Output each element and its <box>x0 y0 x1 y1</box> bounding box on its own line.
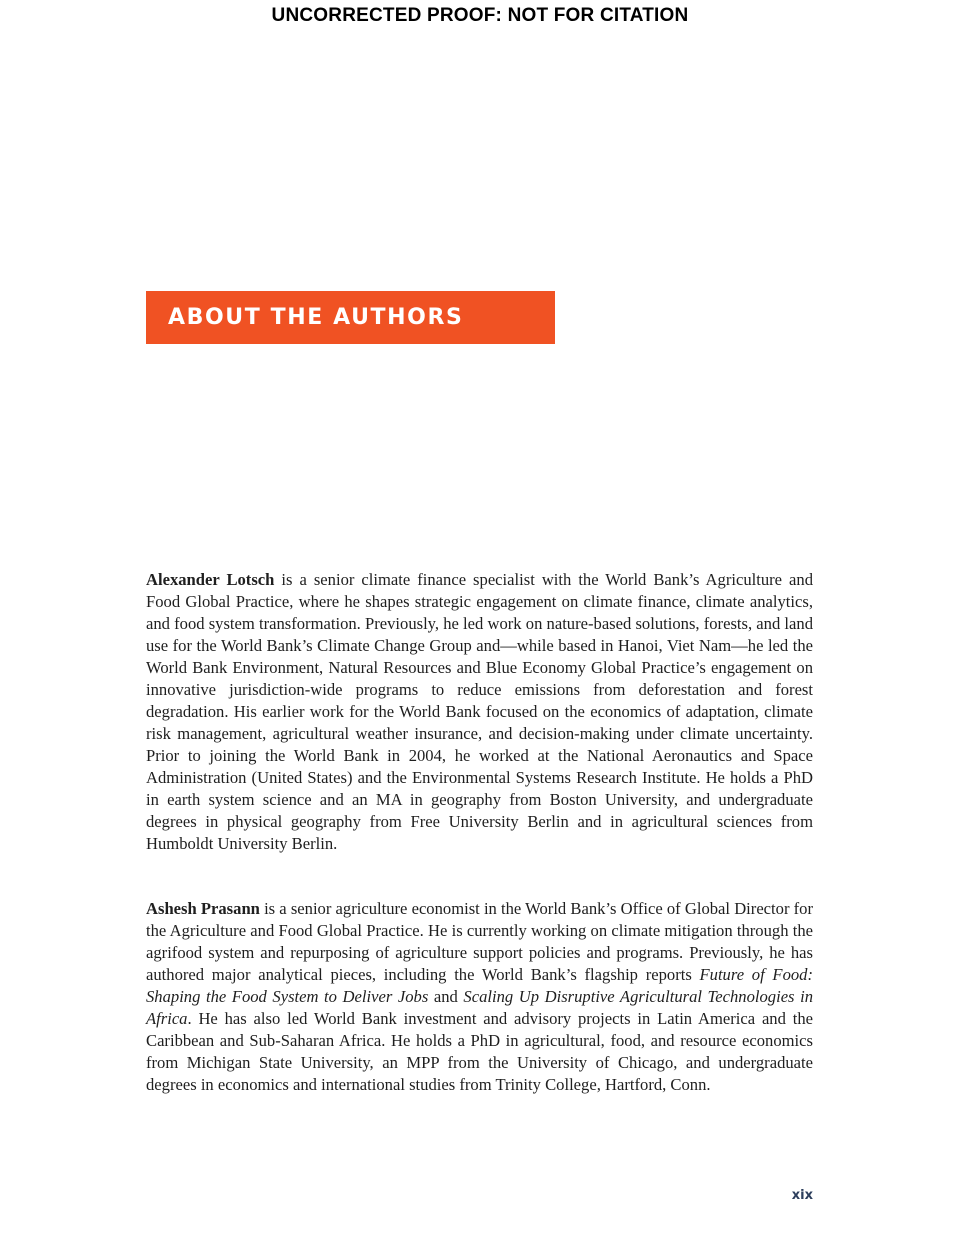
author-bio-text: and <box>428 987 464 1006</box>
author-name: Alexander Lotsch <box>146 570 275 589</box>
book-title: Future of Food: Shaping the Food System to Deliver Jobs <box>146 965 813 1006</box>
author-bio-text: is a senior agriculture economist in the World Bank’s Office of Global Director for the Agriculture and Food Global Practice. He is currently working on climate mitigation through the agrifood system and repurposing of agriculture support policies and programs. Previously, he has authored major analytical pieces, including the World Bank’s flagship reports <box>146 899 813 984</box>
book-title: Scaling Up Disruptive Agricultural Technologies in Africa <box>146 987 813 1028</box>
section-title: ABOUT THE AUTHORS <box>168 305 464 330</box>
section-heading-bar <box>146 291 555 344</box>
author-bio-text: is a senior climate finance specialist with the World Bank’s Agriculture and Food Global Practice, where he shapes strategic engagement on climate finance, climate analytics, and food system transformation. Previously, he led work on nature-based solutions, forests, and land use for the World Bank’s Climate Change Group and—while based in Hanoi, Viet Nam—he led the World Bank Environment, Natural Resources and Blue Economy Global Practice’s engagement on innovative jurisdiction-wide programs to reduce emissions from deforestation and forest degradation. His earlier work for the World Bank focused on the economics of adaptation, climate risk management, agricultural weather insurance, and decision-making under climate uncertainty. Prior to joining the World Bank in 2004, he worked at the National Aeronautics and Space Administration (United States) and the Environmental Systems Research Institute. He holds a PhD in earth system science and an MA in geography from Boston University, and undergraduate degrees in physical geography from Free University Berlin and in agricultural sciences from Humboldt University Berlin. <box>146 570 813 853</box>
proof-notice-banner: UNCORRECTED PROOF: NOT FOR CITATION <box>271 5 689 26</box>
author-name: Ashesh Prasann <box>146 899 260 918</box>
author-bio-lotsch <box>146 569 813 855</box>
page-number: xix <box>791 1188 813 1203</box>
author-bio-text: . He has also led World Bank investment and advisory projects in Latin America and the Caribbean and Sub-Saharan Africa. He holds a PhD in agricultural, food, and resource economics from Michigan State University, an MPP from the University of Chicago, and undergraduate degrees in economics and international studies from Trinity College, Hartford, Conn. <box>146 1009 813 1094</box>
author-bio-prasann <box>146 898 813 1096</box>
